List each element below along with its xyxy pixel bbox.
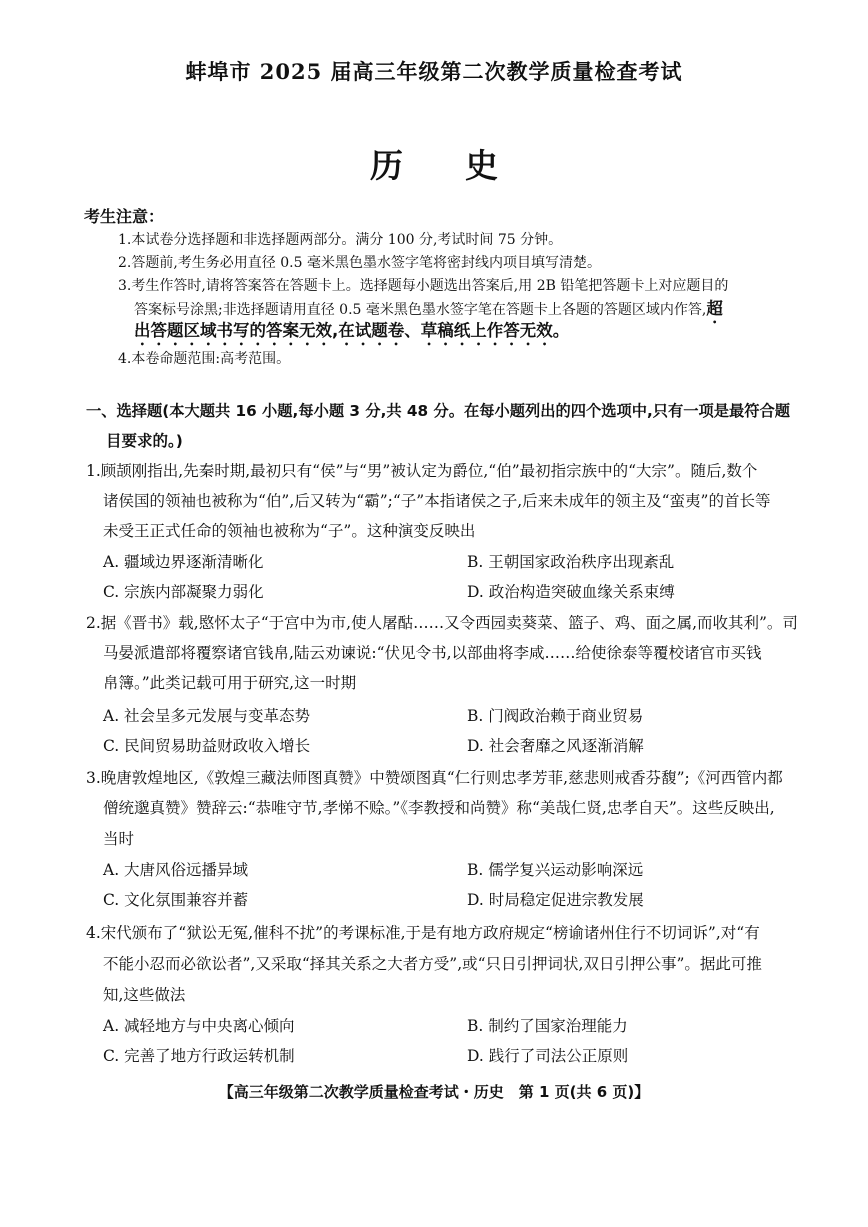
section-heading-line-1: 一、选择题(本大题共 16 小题,每小题 3 分,共 48 分。在每小题列出的四个选项中,只有一项是最符合题 [86,402,791,420]
question-2-option-d: D. 社会奢靡之风逐渐消解 [467,737,644,755]
question-4-line-3: 知,这些做法 [103,986,186,1004]
notice-emphasis-text: 出答题区域书写的答案无效,在试题卷、草稿纸上作答无效。 [134,321,570,340]
question-3-option-a: A. 大唐风俗远播异域 [103,861,249,879]
question-2-line-1: 2.据《晋书》载,愍怀太子“于宫中为市,使人屠酤……又令西园卖葵菜、篮子、鸡、面之属,而收其利”。司 [86,614,798,632]
question-2-option-c: C. 民间贸易助益财政收入增长 [103,737,311,755]
question-2-line-2: 马晏派遣部将覆察诸官钱帛,陆云劝谏说:“伏见令书,以部曲将李咸……给使徐泰等覆校诸官市买钱 [103,644,762,662]
question-2-option-b: B. 门阀政治赖于商业贸易 [467,707,644,725]
notice-item-4: 4.本卷命题范围:高考范围。 [118,351,291,367]
question-1-option-b: B. 王朝国家政治秩序出现紊乱 [467,553,675,571]
question-1-option-c: C. 宗族内部凝聚力弱化 [103,583,264,601]
question-4-option-d: D. 践行了司法公正原则 [467,1047,629,1065]
question-2-line-3: 帛簿。”此类记载可用于研究,这一时期 [103,674,357,692]
notice-item-3-line-3 [134,321,569,349]
exam-title: 蚌埠市 2025 届高三年级第二次教学质量检查考试 [185,59,683,84]
notice-emphasis-start: 超 [706,299,723,318]
question-4-option-a: A. 减轻地方与中央离心倾向 [103,1017,295,1035]
subject-title: 历史 [370,146,560,185]
question-1-line-2: 诸侯国的领袖也被称为“伯”,后又转为“霸”;“子”本指诸侯之子,后来未成年的领主及“蛮夷”的首长等 [103,492,771,510]
question-4-line-2: 不能小忍而必欲讼者”,又采取“择其关系之大者方受”,或“只日引押词状,双日引押公事”。据此可推 [103,955,762,973]
question-2-option-a: A. 社会呈多元发展与变革态势 [103,707,311,725]
section-heading-line-2: 目要求的。) [106,432,183,450]
question-1-option-a: A. 疆域边界逐渐清晰化 [103,553,264,571]
question-4-option-b: B. 制约了国家治理能力 [467,1017,628,1035]
question-1-line-1: 1.顾颉刚指出,先秦时期,最初只有“侯”与“男”被认定为爵位,“伯”最初指宗族中的“大宗”。随后,数个 [86,462,758,480]
question-1-option-d: D. 政治构造突破血缘关系束缚 [467,583,675,601]
question-1-line-3: 未受王正式任命的领袖也被称为“子”。这种演变反映出 [103,522,476,540]
page-footer: 【高三年级第二次教学质量检查考试・历史 第 1 页(共 6 页)】 [218,1083,650,1101]
question-3-option-d: D. 时局稳定促进宗教发展 [467,891,644,909]
notice-item-3-text: 答案标号涂黑;非选择题请用直径 0.5 毫米黑色墨水签字笔在答题卡上各题的答题区域内作答, [134,302,707,318]
section-heading [86,396,791,456]
question-3-line-2: 僧统邈真赞》赞辞云:“恭唯守节,孝悌不赊。”《李教授和尚赞》称“美哉仁贤,忠孝自天”。这些反映出, [103,799,775,817]
question-3-option-c: C. 文化氛围兼容并蓄 [103,891,249,909]
question-4-option-c: C. 完善了地方行政运转机制 [103,1047,295,1065]
question-3-option-b: B. 儒学复兴运动影响深远 [467,861,644,879]
question-4-line-1: 4.宋代颁布了“狱讼无冤,催科不扰”的考课标准,于是有地方政府规定“榜谕诸州住行不切词诉”,对“有 [86,924,760,942]
notice-item-2: 2.答题前,考生务必用直径 0.5 毫米黑色墨水签字笔将密封线内项目填写清楚。 [118,255,601,271]
notice-item-1: 1.本试卷分选择题和非选择题两部分。满分 100 分,考试时间 75 分钟。 [118,232,563,248]
notice-heading: 考生注意： [84,207,165,226]
notice-item-3-line-1: 3.考生作答时,请将答案答在答题卡上。选择题每小题选出答案后,用 2B 铅笔把答题卡上对应题目的 [118,278,729,294]
question-3-line-1: 3.晚唐敦煌地区,《敦煌三藏法师图真赞》中赞颂图真“仁行则忠孝芳菲,慈悲则戒香芬馥”;《河西管内都 [86,769,783,787]
question-3-line-3: 当时 [103,830,135,848]
